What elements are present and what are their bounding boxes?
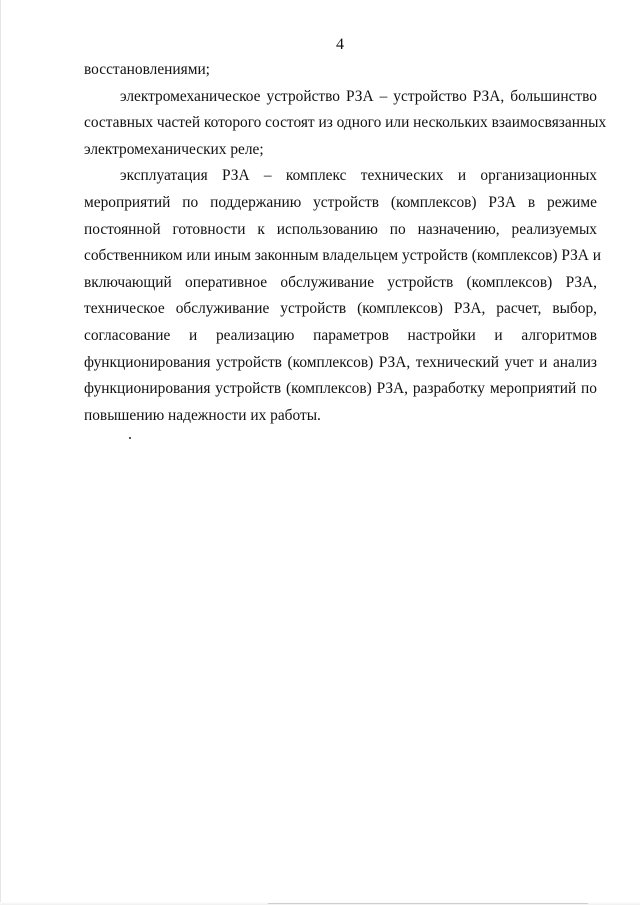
text-line: включающий оперативное обслуживание устройств (комплексов) РЗА, (84, 273, 597, 291)
text-line: согласование и реализацию параметров настройки и алгоритмов (84, 326, 597, 344)
body-text (84, 57, 607, 429)
text-line: собственником или иным законным владельцем устройств (комплексов) РЗА и (84, 247, 601, 265)
text-line: восстановлениями; (84, 61, 210, 78)
scan-bottom-line (268, 903, 588, 904)
text-line: функционирования устройств (комплексов) РЗА, разработку мероприятий по (84, 380, 597, 398)
text-line: техническое обслуживание устройств (комплексов) РЗА, расчет, выбор, (84, 300, 597, 318)
paragraph-continuation (84, 57, 597, 84)
text-line: функционирования устройств (комплексов) РЗА, технический учет и анализ (84, 353, 597, 371)
paragraph-definition-rza-operation (84, 163, 601, 429)
page-number: 4 (336, 36, 344, 53)
text-line: повышению надежности их работы. (84, 406, 321, 424)
paragraph-definition-electromechanical-device (84, 84, 607, 164)
scan-left-edge (0, 0, 1, 905)
stray-dot-mark (129, 437, 131, 439)
text-line: мероприятий по поддержанию устройств (комплексов) РЗА в режиме (84, 193, 597, 211)
text-line: электромеханических реле; (84, 140, 264, 158)
text-line: составных частей которого состоят из одного или нескольких взаимосвязанных (84, 114, 607, 132)
text-line: электромеханическое устройство РЗА – устройство РЗА, большинство (120, 87, 597, 105)
text-line: постоянной готовности к использованию по назначению, реализуемых (84, 220, 597, 238)
text-line: эксплуатация РЗА – комплекс технических и организационных (120, 167, 597, 185)
